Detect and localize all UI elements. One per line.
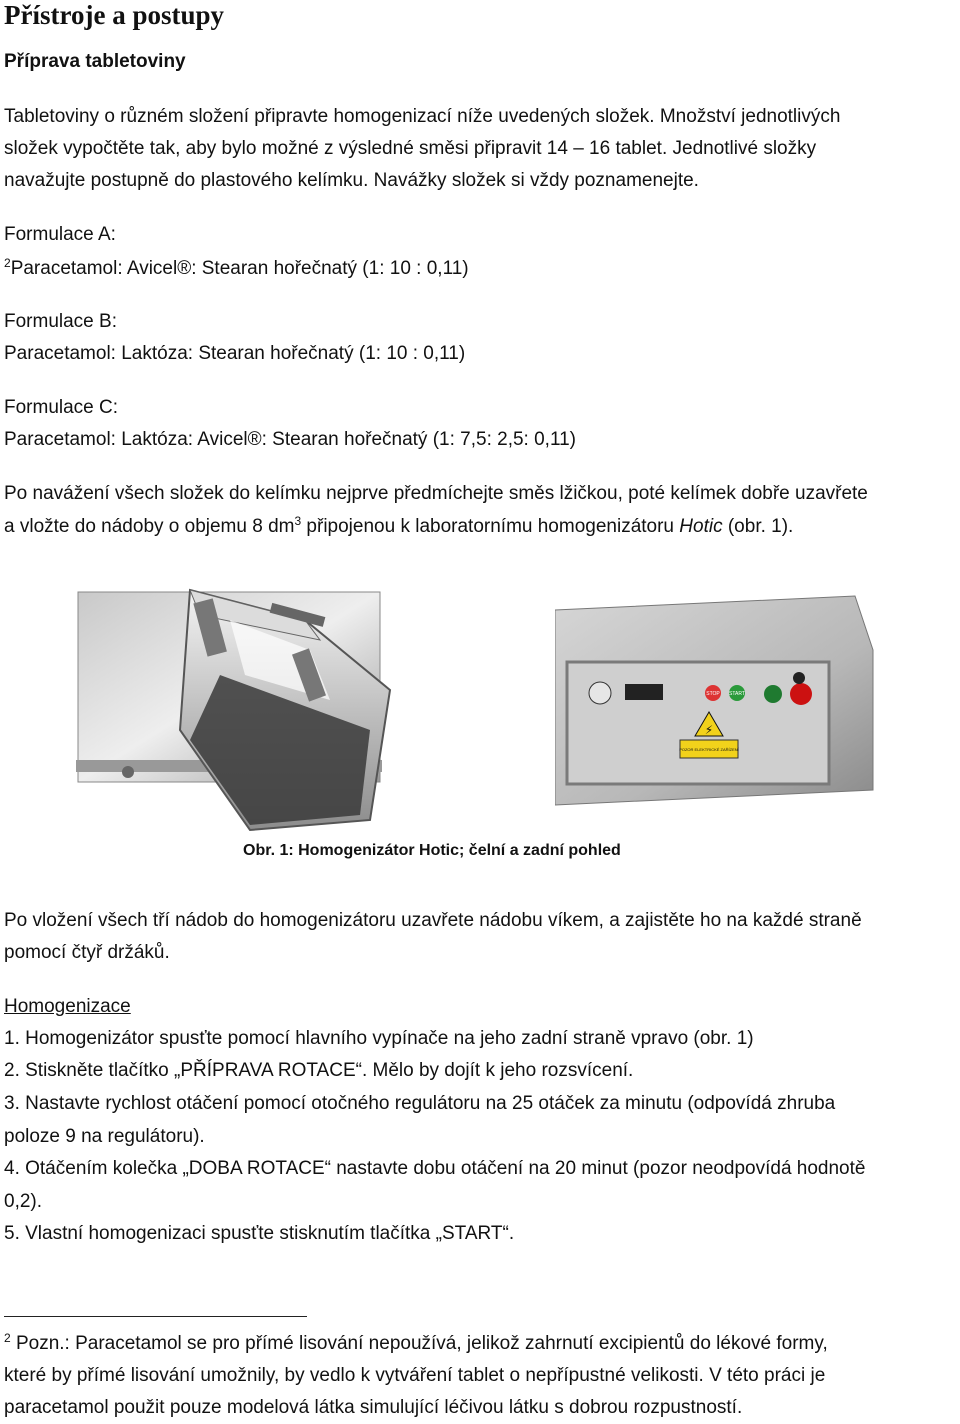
- lid-line-1: Po vložení všech tří nádob do homogenizátoru uzavřete nádobu víkem, a zajistěte ho na každé straně: [4, 910, 862, 931]
- formulation-b-text: Paracetamol: Laktóza: Stearan hořečnatý (1: 10 : 0,11): [4, 343, 466, 364]
- homogenizer-front-photo: [70, 580, 400, 835]
- homogenizer-back-photo: [555, 590, 875, 808]
- step-4: 4. Otáčením kolečka „DOBA ROTACE“ nastavte dobu otáčení na 20 minut (pozor neodpovídá hodnotě: [4, 1158, 866, 1179]
- warning-label: POZOR ELEKTRICKÉ ZAŘÍZENÍ: [679, 747, 739, 752]
- intro-line-2: složek vypočtěte tak, aby bylo možné z výsledné směsi připravit 14 – 16 tablet. Jednotlivé složky: [4, 138, 817, 159]
- mixing-line-1: Po navážení všech složek do kelímku nejprve předmíchejte směs lžičkou, poté kelímek dobře uzavřete: [4, 483, 868, 504]
- step-3: 3. Nastavte rychlost otáčení pomocí otočného regulátoru na 25 otáček za minutu (odpovídá zhruba: [4, 1093, 836, 1114]
- footnote-line-2: které by přímé lisování umožnily, by vedlo k vytváření tablet o nepřípustné velikosti. V této práci je: [4, 1365, 826, 1386]
- footnote-line-1: $^2$ Pozn.: Paracetamol se pro přímé lisování nepoužívá, jelikož zahrnutí excipientů do lékové formy,: [4, 1331, 828, 1354]
- start-button-label: START: [729, 691, 745, 697]
- step-2: 2. Stiskněte tlačítko „PŘÍPRAVA ROTACE“. Mělo by dojít k jeho rozsvícení.: [4, 1060, 634, 1081]
- footnote-separator: [4, 1316, 307, 1317]
- intro-line-3: navažujte postupně do plastového kelímku. Navážky složek si vždy poznamenejte.: [4, 170, 699, 191]
- figure-caption: Obr. 1: Homogenizátor Hotic; čelní a zadní pohled: [243, 842, 621, 859]
- formulation-a-label: Formulace A:: [4, 224, 116, 245]
- step-1: 1. Homogenizátor spusťte pomocí hlavního vypínače na jeho zadní straně vpravo (obr. 1): [4, 1028, 754, 1049]
- mixing-line-2: a vložte do nádoby o objemu 8 $dm^3$ připojenou k laboratornímu homogenizátoru Hotic (obr. 1).: [4, 514, 794, 537]
- footnote-line-3: paracetamol použit pouze modelová látka simulující léčivou látku s dobrou rozpustností.: [4, 1397, 743, 1418]
- step-5: 5. Vlastní homogenizaci spusťte stisknutím tlačítka „START“.: [4, 1223, 515, 1244]
- formulation-c-label: Formulace C:: [4, 397, 119, 418]
- formulation-a-text: $^2$Paracetamol: Avicel®: Stearan hořečnatý (1: 10 : 0,11): [4, 256, 469, 279]
- section-heading-homogenizace: Homogenizace: [4, 996, 131, 1017]
- intro-line-1: Tabletoviny o různém složení připravte homogenizací níže uvedených složek. Množství jednotlivých: [4, 106, 841, 127]
- lid-line-2: pomocí čtyř držáků.: [4, 942, 170, 963]
- footnote-ref: 2: [4, 256, 11, 270]
- section-subtitle: Příprava tabletoviny: [4, 51, 186, 72]
- step-4-cont: 0,2).: [4, 1191, 43, 1212]
- formulation-c-text: Paracetamol: Laktóza: Avicel®: Stearan hořečnatý (1: 7,5: 2,5: 0,11): [4, 429, 577, 450]
- stop-button-label: STOP: [706, 691, 720, 697]
- step-3-cont: poloze 9 na regulátoru).: [4, 1126, 205, 1147]
- page-title: Přístroje a postupy: [4, 0, 224, 30]
- formulation-b-label: Formulace B:: [4, 311, 117, 332]
- svg-text:⚡: ⚡: [704, 723, 714, 737]
